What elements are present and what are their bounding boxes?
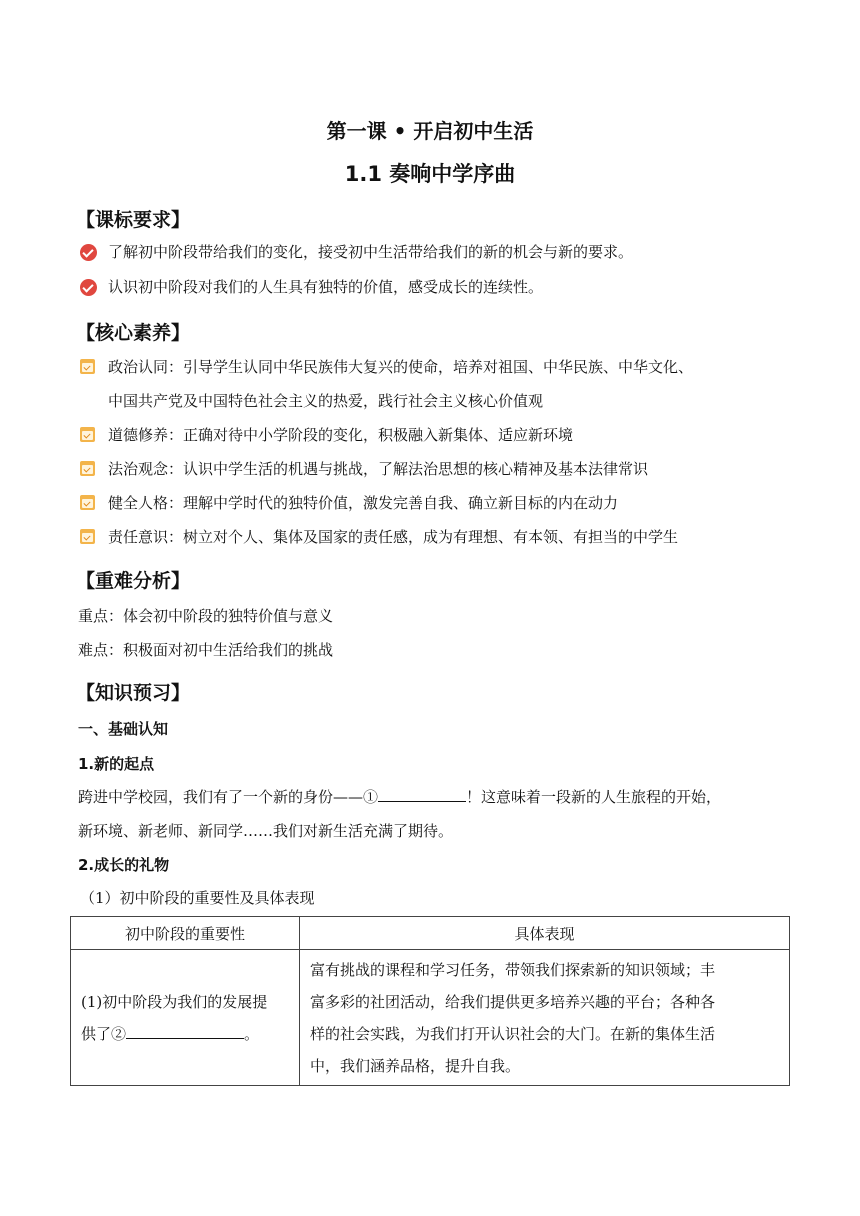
- lesson-title: 第一课 • 开启初中生活: [326, 119, 534, 143]
- standards-heading: 【课标要求】: [76, 209, 191, 231]
- cell-text: (1)初中阶段为我们的发展提: [81, 992, 268, 1011]
- calendar-check-icon: [80, 461, 95, 476]
- literacy-item: 健全人格：理解中学时代的独特价值，激发完善自我、确立新目标的内在动力: [108, 494, 619, 512]
- table-header-row: [71, 917, 790, 950]
- literacy-item: 法治观念：认识中学生活的机遇与挑战，了解法治思想的核心精神及基本法律常识: [108, 460, 649, 478]
- standards-item: 认识初中阶段对我们的人生具有独特的价值，感受成长的连续性。: [108, 278, 544, 296]
- standards-item: 了解初中阶段带给我们的变化，接受初中生活带给我们的新的机会与新的要求。: [108, 243, 634, 261]
- literacy-heading: 【核心素养】: [76, 322, 191, 344]
- cell-text: 富多彩的社团活动，给我们提供更多培养兴趣的平台；各种各: [310, 992, 716, 1011]
- table-cell-importance: [71, 950, 300, 1086]
- cell-text: 富有挑战的课程和学习任务，带领我们探索新的知识领域；丰: [310, 960, 716, 979]
- analysis-heading: 【重难分析】: [76, 570, 191, 592]
- cell-text-line: [81, 1018, 289, 1050]
- paragraph-text: 跨进中学校园，我们有了一个新的身份——①: [78, 788, 379, 806]
- paragraph-text: ！这意味着一段新的人生旅程的开始，: [466, 788, 722, 806]
- table-header-cell: 具体表现: [300, 917, 790, 950]
- calendar-check-icon: [80, 359, 95, 374]
- paragraph-line: 新环境、新老师、新同学……我们对新生活充满了期待。: [78, 822, 454, 840]
- cell-text: 中，我们涵养品格，提升自我。: [310, 1056, 521, 1075]
- subsection-heading: 2.成长的礼物: [78, 856, 170, 874]
- cell-text: 供了②: [81, 1024, 127, 1043]
- subsection-heading: 1.新的起点: [78, 755, 155, 773]
- cell-text: 。: [244, 1024, 260, 1043]
- preview-heading: 【知识预习】: [76, 682, 191, 704]
- table-row: [71, 950, 790, 1086]
- literacy-item: 责任意识：树立对个人、集体及国家的责任感，成为有理想、有本领、有担当的中学生: [108, 528, 679, 546]
- check-circle-icon: [80, 279, 97, 296]
- table-header-cell: 初中阶段的重要性: [71, 917, 300, 950]
- part-heading: 一、基础认知: [78, 720, 169, 738]
- difficulty-point: 难点：积极面对初中生活给我们的挑战: [78, 641, 334, 659]
- answer-blank-2[interactable]: [126, 1024, 244, 1039]
- table-caption: （1）初中阶段的重要性及具体表现: [80, 889, 315, 907]
- calendar-check-icon: [80, 427, 95, 442]
- cell-text: 样的社会实践，为我们打开认识社会的大门。在新的集体生活: [310, 1024, 716, 1043]
- answer-blank-1[interactable]: [378, 787, 466, 802]
- check-circle-icon: [80, 244, 97, 261]
- literacy-item-continued: 中国共产党及中国特色社会主义的热爱，践行社会主义核心价值观: [108, 392, 544, 410]
- literacy-item: 政治认同：引导学生认同中华民族伟大复兴的使命，培养对祖国、中华民族、中华文化、: [108, 358, 694, 376]
- paragraph-line: [78, 786, 721, 808]
- calendar-check-icon: [80, 495, 95, 510]
- table-cell-details: [300, 950, 790, 1086]
- calendar-check-icon: [80, 529, 95, 544]
- key-point: 重点：体会初中阶段的独特价值与意义: [78, 607, 334, 625]
- lesson-subtitle: 1.1 奏响中学序曲: [344, 162, 516, 186]
- importance-table: [70, 916, 790, 1086]
- literacy-item: 道德修养：正确对待中小学阶段的变化，积极融入新集体、适应新环境: [108, 426, 574, 444]
